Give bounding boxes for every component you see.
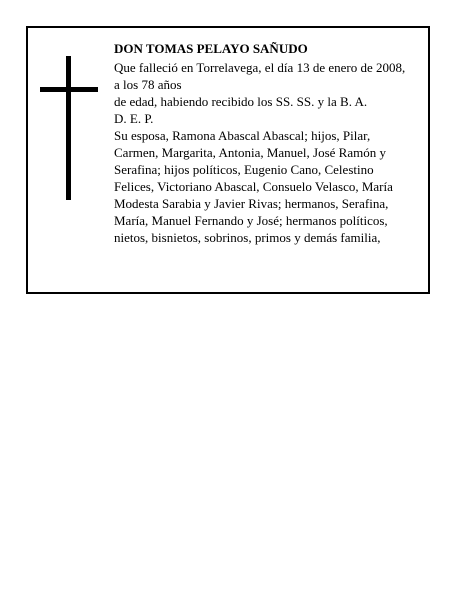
notice-line: Su esposa, Ramona Abascal Abascal; hijos, Pilar,	[114, 128, 371, 143]
notice-line: María, Manuel Fernando y José; hermanos políticos,	[114, 213, 388, 228]
notice-line: Carmen, Margarita, Antonia, Manuel, José Ramón y	[114, 145, 386, 160]
cross-vertical-bar	[66, 56, 71, 200]
deceased-name: DON TOMAS PELAYO SAÑUDO	[114, 41, 308, 56]
notice-line: Felices, Victoriano Abascal, Consuelo Velasco, María	[114, 179, 393, 194]
notice-line: de edad, habiendo recibido los SS. SS. y la B. A.	[114, 94, 368, 109]
notice-text	[114, 40, 424, 246]
notice-line: a los 78 años	[114, 77, 182, 92]
latin-cross-icon	[40, 56, 98, 200]
notice-line: nietos, bisnietos, sobrinos, primos y demás familia,	[114, 230, 381, 245]
obituary-notice	[26, 26, 430, 294]
notice-line: Serafina; hijos políticos, Eugenio Cano, Celestino	[114, 162, 374, 177]
notice-line: Que falleció en Torrelavega, el día 13 de enero de 2008,	[114, 60, 406, 75]
notice-line: Modesta Sarabia y Javier Rivas; hermanos, Serafina,	[114, 196, 389, 211]
cross-horizontal-bar	[40, 87, 98, 92]
notice-line: D. E. P.	[114, 111, 154, 126]
